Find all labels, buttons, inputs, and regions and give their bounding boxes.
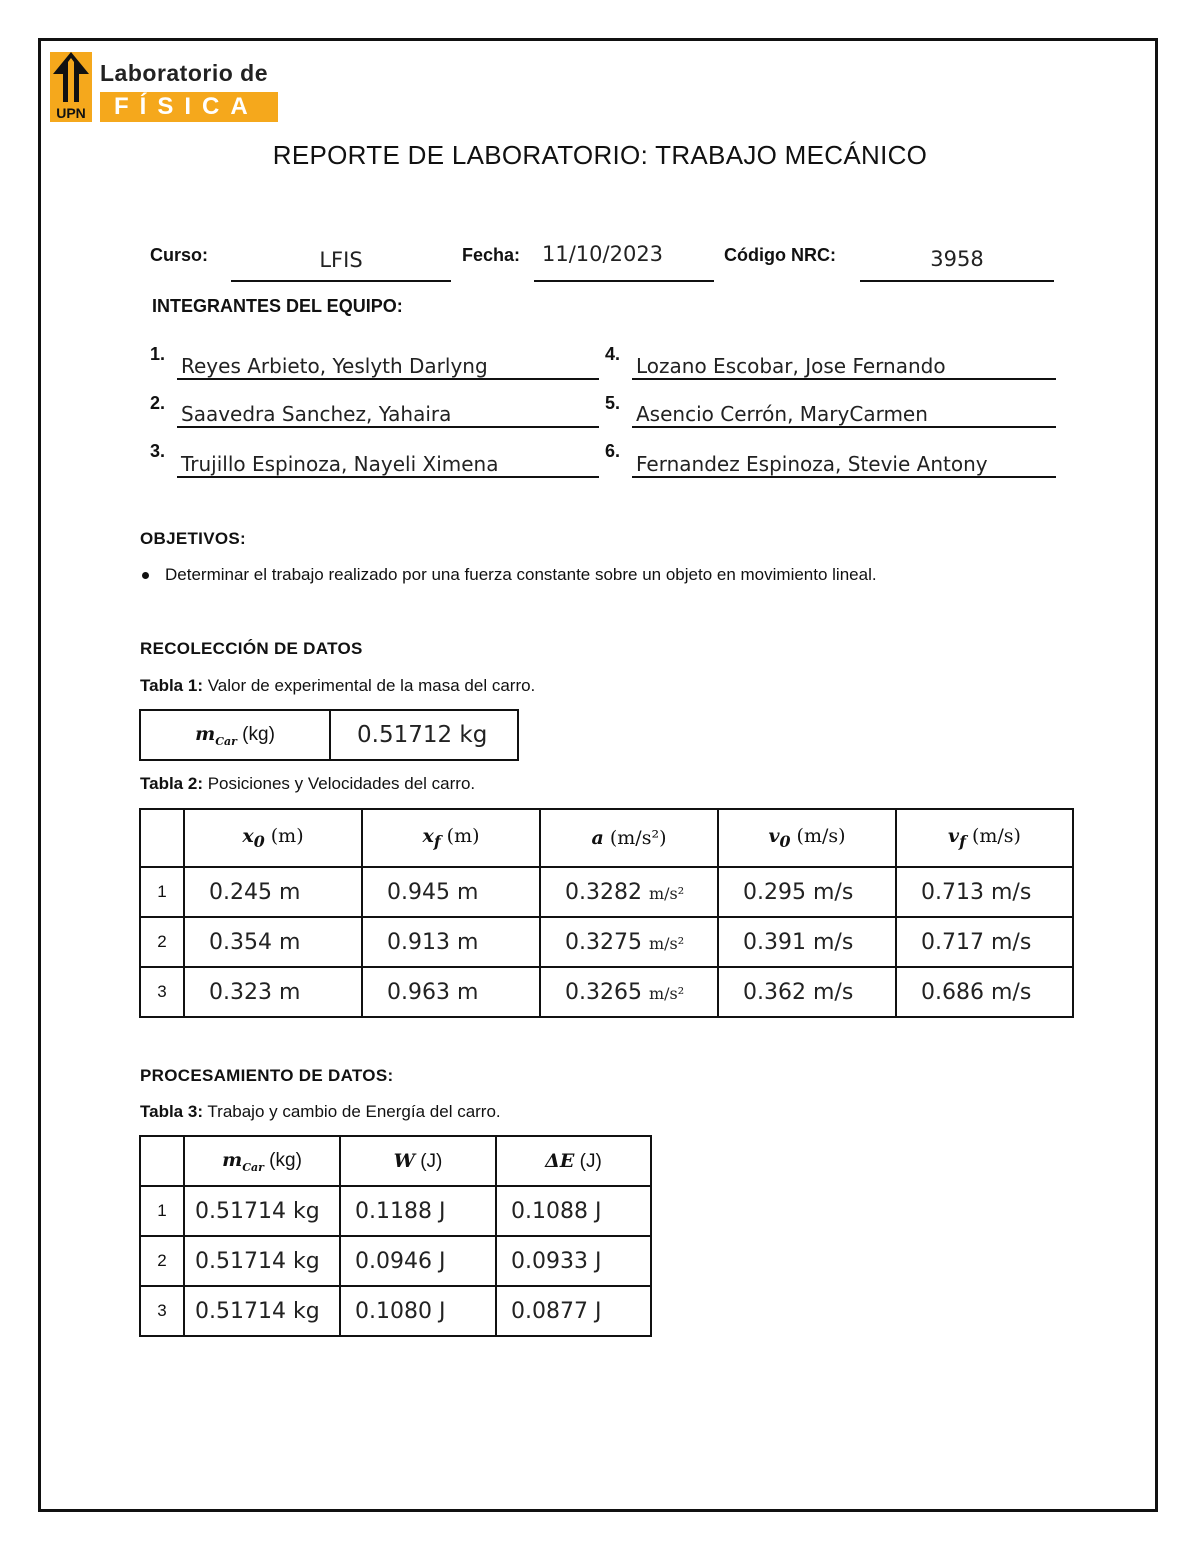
logo-fisica: FÍSICA bbox=[100, 92, 278, 122]
objectives-heading: OBJETIVOS: bbox=[140, 529, 246, 548]
processing-heading: PROCESAMIENTO DE DATOS: bbox=[140, 1066, 394, 1085]
cell-x0: 0.354 m bbox=[184, 917, 362, 967]
nrc-field bbox=[860, 246, 1054, 282]
cell-xf: 0.945 m bbox=[362, 867, 540, 917]
row-number: 2 bbox=[140, 1236, 184, 1286]
cell-xf: 0.913 m bbox=[362, 917, 540, 967]
mass-value-cell: 0.51712 kg bbox=[330, 710, 518, 760]
cell-mass: 0.51714 kg bbox=[184, 1286, 340, 1336]
header-xf: $x_f$ (m) bbox=[362, 809, 540, 867]
member-number: 1. bbox=[150, 344, 166, 364]
curso-field bbox=[231, 246, 451, 282]
mass-label-cell: $m_{Car}$ (kg) bbox=[140, 710, 330, 760]
cell-v0: 0.362 m/s bbox=[718, 967, 896, 1017]
member-number: 2. bbox=[150, 393, 166, 413]
row-number: 1 bbox=[140, 867, 184, 917]
cell-x0: 0.245 m bbox=[184, 867, 362, 917]
logo-upn: UPN bbox=[56, 105, 86, 121]
curso-label: Curso: bbox=[150, 245, 208, 265]
member-name: Fernandez Espinoza, Stevie Antony bbox=[632, 452, 1056, 478]
page-title: REPORTE DE LABORATORIO: TRABAJO MECÁNICO bbox=[272, 140, 928, 170]
team-heading: INTEGRANTES DEL EQUIPO: bbox=[152, 296, 403, 316]
member-name: Saavedra Sanchez, Yahaira bbox=[177, 402, 599, 428]
bullet-icon bbox=[142, 572, 149, 579]
table-row bbox=[140, 1236, 651, 1286]
cell-energy: 0.0877 J bbox=[496, 1286, 651, 1336]
cell-xf: 0.963 m bbox=[362, 967, 540, 1017]
table-1 bbox=[139, 709, 519, 761]
cell-vf: 0.713 m/s bbox=[896, 867, 1073, 917]
table-row bbox=[140, 967, 1073, 1017]
nrc-value: 3958 bbox=[930, 247, 984, 271]
table-row bbox=[140, 1286, 651, 1336]
cell-vf: 0.686 m/s bbox=[896, 967, 1073, 1017]
table-row bbox=[140, 1186, 651, 1236]
cell-vf: 0.717 m/s bbox=[896, 917, 1073, 967]
objective-item: Determinar el trabajo realizado por una fuerza constante sobre un objeto en movimiento lineal. bbox=[140, 565, 877, 585]
cell-v0: 0.391 m/s bbox=[718, 917, 896, 967]
cell-mass: 0.51714 kg bbox=[184, 1236, 340, 1286]
logo-laboratorio: Laboratorio de bbox=[100, 60, 269, 86]
header-v0: $v_0$ (m/s) bbox=[718, 809, 896, 867]
cell-energy: 0.1088 J bbox=[496, 1186, 651, 1236]
cell-work: 0.1080 J bbox=[340, 1286, 496, 1336]
curso-value: LFIS bbox=[319, 248, 363, 272]
cell-a: 0.3282 m/s² bbox=[540, 867, 718, 917]
nrc-label: Código NRC: bbox=[724, 245, 836, 265]
corner-cell bbox=[140, 809, 184, 867]
member-name: Reyes Arbieto, Yeslyth Darlyng bbox=[177, 354, 599, 380]
fecha-field bbox=[534, 242, 714, 282]
header-energy: ΔE (J) bbox=[496, 1136, 651, 1186]
fecha-value: 11/10/2023 bbox=[542, 242, 664, 266]
corner-cell bbox=[140, 1136, 184, 1186]
cell-x0: 0.323 m bbox=[184, 967, 362, 1017]
table-3 bbox=[139, 1135, 652, 1337]
row-number: 3 bbox=[140, 967, 184, 1017]
member-number: 3. bbox=[150, 441, 166, 461]
header-vf: $v_f$ (m/s) bbox=[896, 809, 1073, 867]
row-number: 1 bbox=[140, 1186, 184, 1236]
table-row bbox=[140, 867, 1073, 917]
member-name: Lozano Escobar, Jose Fernando bbox=[632, 354, 1056, 380]
cell-mass: 0.51714 kg bbox=[184, 1186, 340, 1236]
data-collection-heading: RECOLECCIÓN DE DATOS bbox=[140, 639, 363, 658]
header-work: W (J) bbox=[340, 1136, 496, 1186]
member-name: Trujillo Espinoza, Nayeli Ximena bbox=[177, 452, 599, 478]
table2-caption: Tabla 2: Posiciones y Velocidades del carro. bbox=[140, 774, 476, 793]
fecha-label: Fecha: bbox=[462, 245, 521, 265]
table-2 bbox=[139, 808, 1074, 1018]
cell-v0: 0.295 m/s bbox=[718, 867, 896, 917]
header-mass: $m_{Car}$ (kg) bbox=[184, 1136, 340, 1186]
cell-work: 0.0946 J bbox=[340, 1236, 496, 1286]
member-number: 4. bbox=[605, 344, 621, 364]
member-number: 5. bbox=[605, 393, 621, 413]
cell-energy: 0.0933 J bbox=[496, 1236, 651, 1286]
header-a: a (m/s²) bbox=[540, 809, 718, 867]
member-number: 6. bbox=[605, 441, 621, 461]
table1-caption: Tabla 1: Valor de experimental de la masa del carro. bbox=[140, 676, 536, 695]
cell-a: 0.3275 m/s² bbox=[540, 917, 718, 967]
cell-work: 0.1188 J bbox=[340, 1186, 496, 1236]
header-x0: $x_0$ (m) bbox=[184, 809, 362, 867]
table3-caption: Tabla 3: Trabajo y cambio de Energía del carro. bbox=[140, 1102, 501, 1121]
row-number: 3 bbox=[140, 1286, 184, 1336]
row-number: 2 bbox=[140, 917, 184, 967]
table-row bbox=[140, 917, 1073, 967]
logo-arrow-icon bbox=[50, 50, 92, 102]
member-name: Asencio Cerrón, MaryCarmen bbox=[632, 402, 1056, 428]
cell-a: 0.3265 m/s² bbox=[540, 967, 718, 1017]
